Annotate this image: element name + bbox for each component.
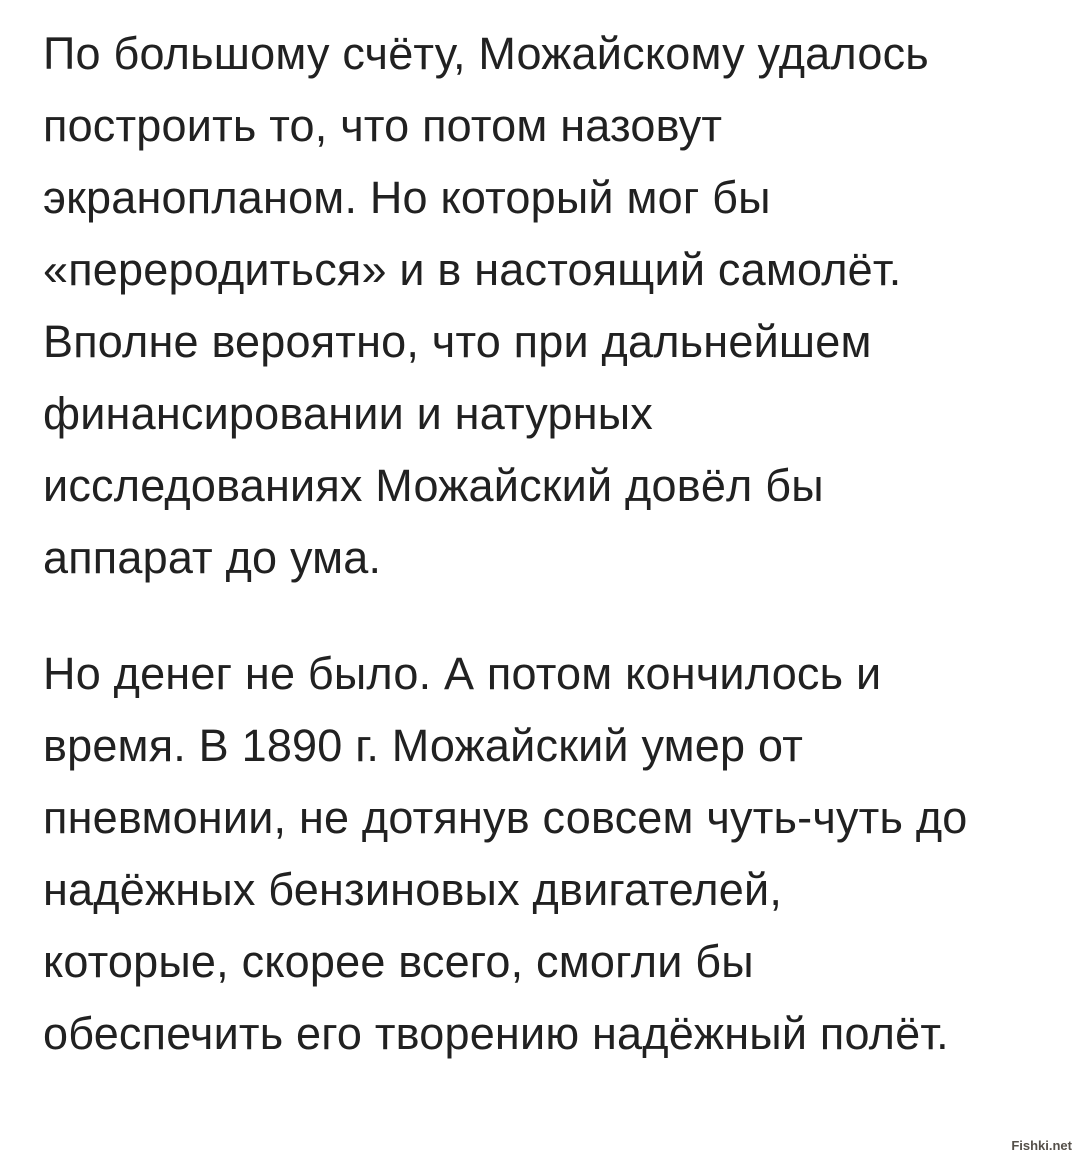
site-watermark: Fishki.net (1011, 1138, 1072, 1153)
text-line: финансировании и натурных (43, 388, 653, 439)
text-line: аппарат до ума. (43, 532, 382, 583)
paragraph-1 (43, 18, 1050, 594)
text-line: По большому счёту, Можайскому удалось (43, 28, 929, 79)
paragraph-2 (43, 638, 1050, 1070)
text-line: которые, скорее всего, смогли бы (43, 936, 754, 987)
text-line: исследованиях Можайский довёл бы (43, 460, 824, 511)
text-line: надёжных бензиновых двигателей, (43, 864, 783, 915)
text-line: пневмонии, не дотянув совсем чуть-чуть до (43, 792, 968, 843)
text-line: Но денег не было. А потом кончилось и (43, 648, 882, 699)
text-line: построить то, что потом назовут (43, 100, 723, 151)
text-line: время. В 1890 г. Можайский умер от (43, 720, 804, 771)
text-line: обеспечить его творению надёжный полёт. (43, 1008, 949, 1059)
text-line: «переродиться» и в настоящий самолёт. (43, 244, 902, 295)
text-line: экранопланом. Но который мог бы (43, 172, 771, 223)
text-line: Вполне вероятно, что при дальнейшем (43, 316, 872, 367)
